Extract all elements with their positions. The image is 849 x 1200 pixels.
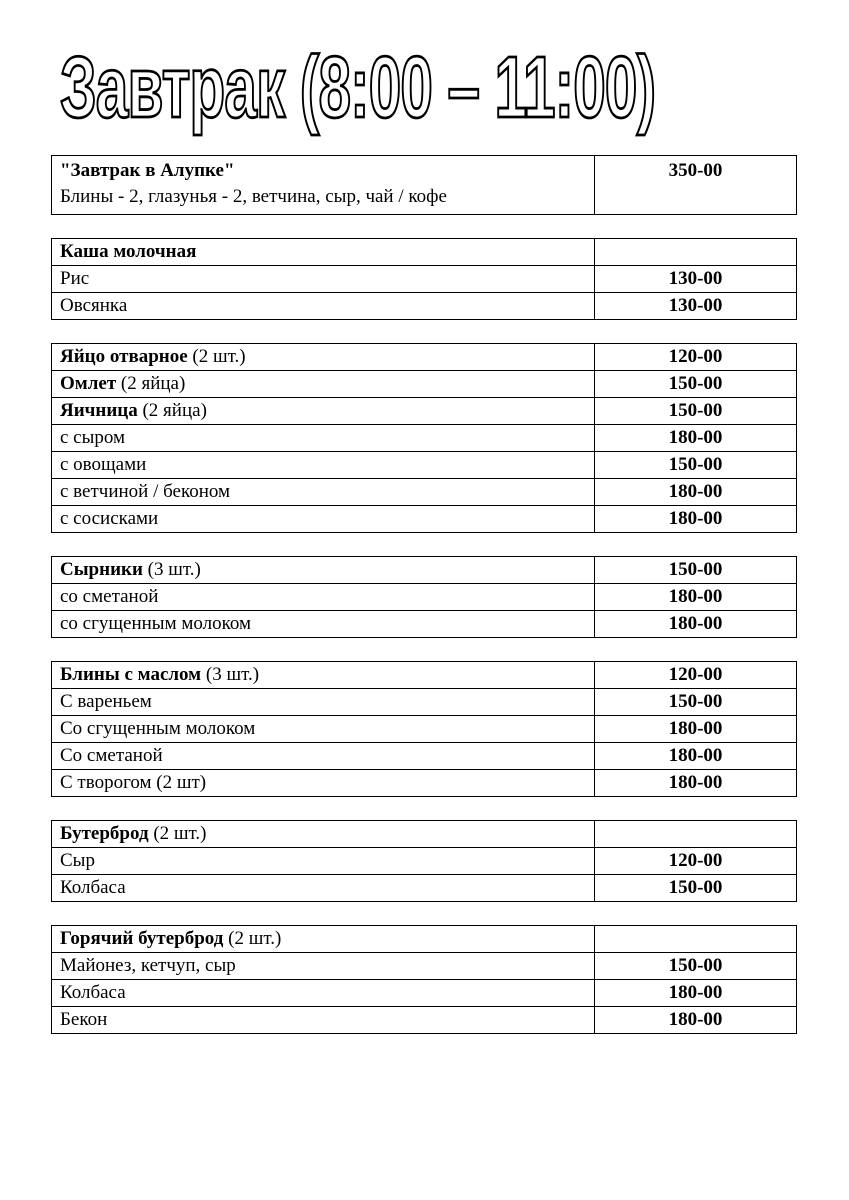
- table-row: [52, 1007, 797, 1034]
- item-name: [52, 662, 595, 689]
- item-name: [52, 344, 595, 371]
- item-name: с сосисками: [52, 506, 595, 533]
- item-price: 180-00: [595, 506, 797, 533]
- item-price: 150-00: [595, 557, 797, 584]
- item-price: 180-00: [595, 611, 797, 638]
- item-title: Бутерброд: [60, 823, 149, 844]
- item-price: 150-00: [595, 452, 797, 479]
- item-price: 130-00: [595, 293, 797, 320]
- item-note: (2 шт.): [187, 346, 246, 367]
- item-name: со сгущенным молоком: [52, 611, 595, 638]
- combo-name: "Завтрак в Алупке": [60, 160, 235, 181]
- item-name: Сыр: [52, 848, 595, 875]
- combo-price: 350-00: [595, 156, 797, 215]
- item-price: 150-00: [595, 689, 797, 716]
- item-name: с ветчиной / беконом: [52, 479, 595, 506]
- item-price: 150-00: [595, 875, 797, 902]
- item-name: Колбаса: [52, 980, 595, 1007]
- item-name: Рис: [52, 266, 595, 293]
- table-row: [52, 689, 797, 716]
- item-price: 180-00: [595, 743, 797, 770]
- item-note: (2 шт.): [223, 928, 282, 949]
- item-name: Колбаса: [52, 875, 595, 902]
- table-row: [52, 716, 797, 743]
- item-name: с овощами: [52, 452, 595, 479]
- table-row: [52, 611, 797, 638]
- pancakes-table: [51, 661, 797, 797]
- item-title: Сырники: [60, 559, 143, 580]
- table-row: [52, 344, 797, 371]
- table-row: [52, 425, 797, 452]
- item-title: Горячий бутерброд: [60, 928, 224, 949]
- table-row: [52, 953, 797, 980]
- table-row: [52, 452, 797, 479]
- item-price: 180-00: [595, 425, 797, 452]
- item-title: Яйцо отварное: [60, 346, 188, 367]
- item-note: (2 шт.): [148, 823, 207, 844]
- table-row: [52, 506, 797, 533]
- combo-table: [51, 155, 797, 215]
- item-name: [52, 398, 595, 425]
- table-row: [52, 371, 797, 398]
- item-name: [52, 371, 595, 398]
- item-note: (2 яйца): [137, 400, 207, 421]
- sandwich-table: [51, 820, 797, 902]
- combo-item: [52, 156, 595, 215]
- item-price: 150-00: [595, 953, 797, 980]
- item-name: Со сметаной: [52, 743, 595, 770]
- eggs-table: [51, 343, 797, 533]
- item-price: 150-00: [595, 371, 797, 398]
- empty-price-cell: [595, 821, 797, 848]
- item-name: Бекон: [52, 1007, 595, 1034]
- table-row: [52, 662, 797, 689]
- item-price: 180-00: [595, 980, 797, 1007]
- item-name: [52, 926, 595, 953]
- table-row: [52, 557, 797, 584]
- table-row: [52, 584, 797, 611]
- table-row: [52, 398, 797, 425]
- item-title: Блины с маслом: [60, 664, 202, 685]
- table-row: [52, 821, 797, 848]
- item-note: (2 яйца): [116, 373, 186, 394]
- item-name: С вареньем: [52, 689, 595, 716]
- item-price: 180-00: [595, 479, 797, 506]
- empty-price-cell: [595, 926, 797, 953]
- table-row: [52, 926, 797, 953]
- item-price: 180-00: [595, 1007, 797, 1034]
- section-header: Каша молочная: [52, 239, 595, 266]
- item-note: (3 шт.): [142, 559, 201, 580]
- item-note: (3 шт.): [201, 664, 260, 685]
- item-price: 180-00: [595, 770, 797, 797]
- table-row: [52, 156, 797, 215]
- item-name: Овсянка: [52, 293, 595, 320]
- table-row: [52, 239, 797, 266]
- item-name: С творогом (2 шт): [52, 770, 595, 797]
- item-price: 180-00: [595, 716, 797, 743]
- table-row: [52, 743, 797, 770]
- table-row: [52, 875, 797, 902]
- item-name: Майонез, кетчуп, сыр: [52, 953, 595, 980]
- item-price: 130-00: [595, 266, 797, 293]
- item-name: [52, 821, 595, 848]
- table-row: [52, 266, 797, 293]
- table-row: [52, 770, 797, 797]
- item-price: 120-00: [595, 848, 797, 875]
- page-title: Завтрак (8:00 – 11:00): [60, 38, 656, 137]
- item-name: со сметаной: [52, 584, 595, 611]
- table-row: [52, 980, 797, 1007]
- syrniki-table: [51, 556, 797, 638]
- item-price: 150-00: [595, 398, 797, 425]
- item-name: с сыром: [52, 425, 595, 452]
- item-price: 120-00: [595, 344, 797, 371]
- table-row: [52, 293, 797, 320]
- item-name: Со сгущенным молоком: [52, 716, 595, 743]
- item-price: 120-00: [595, 662, 797, 689]
- empty-price-cell: [595, 239, 797, 266]
- item-price: 180-00: [595, 584, 797, 611]
- breakfast-menu: [51, 155, 797, 1057]
- table-row: [52, 848, 797, 875]
- combo-description: Блины - 2, глазунья - 2, ветчина, сыр, чай / кофе: [60, 186, 447, 207]
- item-title: Яичница: [60, 400, 138, 421]
- porridge-table: [51, 238, 797, 320]
- table-row: [52, 479, 797, 506]
- item-name: [52, 557, 595, 584]
- item-title: Омлет: [60, 373, 117, 394]
- hot-sandwich-table: [51, 925, 797, 1034]
